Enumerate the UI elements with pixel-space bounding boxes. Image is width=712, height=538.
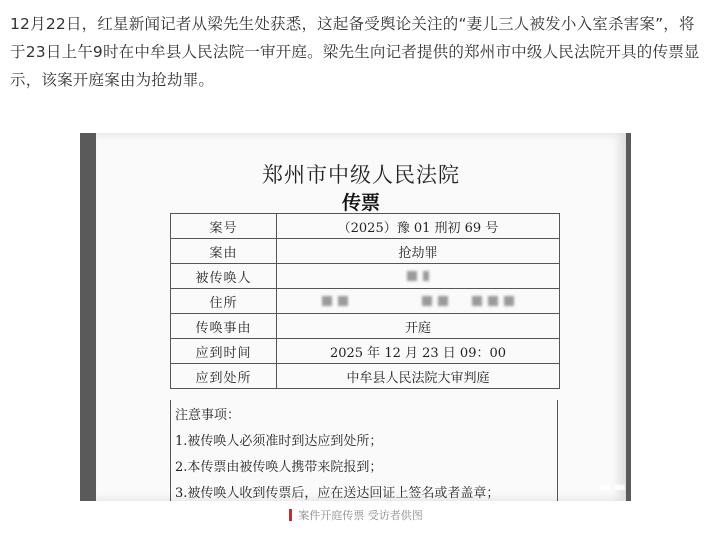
redaction-mark bbox=[488, 296, 498, 306]
row-label: 案由 bbox=[171, 239, 277, 264]
row-value: （2025）豫 01 刑初 69 号 bbox=[277, 214, 560, 239]
redacted-address bbox=[277, 289, 560, 314]
row-value: 2025 年 12 月 23 日 09：00 bbox=[277, 339, 560, 364]
row-label: 应到处所 bbox=[171, 364, 277, 389]
row-value: 中牟县人民法院大审判庭 bbox=[277, 364, 560, 389]
row-value: 抢劫罪 bbox=[277, 239, 560, 264]
table-row bbox=[171, 339, 560, 364]
table-row bbox=[171, 264, 560, 289]
table-row bbox=[171, 214, 560, 239]
redaction-mark bbox=[322, 296, 332, 306]
table-row bbox=[171, 239, 560, 264]
note-item: 3.被传唤人收到传票后，应在送达回证上签名或者盖章； bbox=[175, 486, 500, 501]
redaction-mark bbox=[338, 296, 348, 306]
row-label: 被传唤人 bbox=[171, 264, 277, 289]
redacted-name bbox=[277, 264, 560, 289]
redaction-mark bbox=[423, 271, 429, 281]
row-value: 开庭 bbox=[277, 314, 560, 339]
court-name: 郑州市中级人民法院 bbox=[262, 163, 460, 187]
table-row bbox=[171, 314, 560, 339]
table-row bbox=[171, 289, 560, 314]
notes-heading: 注意事项： bbox=[175, 408, 241, 423]
notes-section bbox=[170, 400, 558, 501]
image-caption bbox=[0, 507, 712, 523]
note-item: 1.被传唤人必须准时到达应到处所； bbox=[175, 434, 383, 449]
document-title: 传票 bbox=[341, 192, 380, 214]
watermark-logo: ▬▬ bbox=[598, 479, 627, 495]
row-label: 应到时间 bbox=[171, 339, 277, 364]
redaction-mark bbox=[504, 296, 514, 306]
redaction-mark bbox=[422, 296, 432, 306]
note-item: 2.本传票由被传唤人携带来院报到； bbox=[175, 460, 383, 475]
redaction-mark bbox=[407, 271, 417, 281]
caption-accent-bar bbox=[289, 509, 292, 521]
table-row bbox=[171, 364, 560, 389]
row-label: 案号 bbox=[171, 214, 277, 239]
redaction-mark bbox=[472, 296, 482, 306]
summons-photo bbox=[80, 133, 631, 501]
row-label: 传唤事由 bbox=[171, 314, 277, 339]
redaction-mark bbox=[438, 296, 448, 306]
summons-table bbox=[170, 213, 560, 389]
caption-text: 案件开庭传票 受访者供图 bbox=[298, 509, 423, 522]
row-label: 住所 bbox=[171, 289, 277, 314]
summons-paper bbox=[96, 133, 626, 501]
article-paragraph: 12月22日，红星新闻记者从梁先生处获悉，这起备受舆论关注的“妻儿三人被发小入室杀害案”，将于23日上午9时在中牟县人民法院一审开庭。梁先生向记者提供的郑州市中级人民法院开具的传票显示，该案开庭案由为抢劫罪。 bbox=[10, 15, 700, 89]
